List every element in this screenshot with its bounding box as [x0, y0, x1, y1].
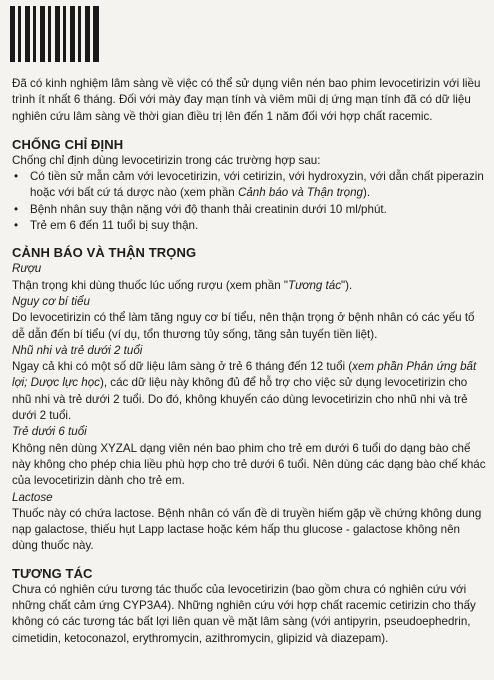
alcohol-subheading: Rượu [12, 262, 42, 276]
intro-paragraph: Đã có kinh nghiệm lâm sàng về việc có thể sử dụng viên nén bao phim levocetirizin với liều trình ít nhất 6 tháng. Đối với mày đay mạn tính và viêm mũi dị ứng mạn tính đã có dữ liệu nghiên cứu lâm sàng về thời gian điều trị lên đến 1 năm đối với hợp chất racemic. [12, 77, 481, 123]
list-item-emphasis: Cảnh báo và Thận trọng [237, 186, 364, 200]
contraindications-lead: Chống chỉ định dùng levocetirizin trong các trường hợp sau: [12, 153, 321, 167]
alcohol-paragraph [12, 278, 486, 294]
infant-text: Ngay cả khi có một số dữ liệu lâm sàng ở trẻ 6 tháng đến 12 tuổi ( [12, 360, 353, 374]
alcohol-emphasis: Tương tác [288, 278, 342, 292]
alcohol-text: "). [341, 278, 353, 292]
urinary-paragraph: Do levocetirizin có thể làm tăng nguy cơ bí tiểu, nên thận trọng ở bệnh nhân có các yếu tố dễ dẫn đến bí tiểu (ví dụ, tổn thương tủy sống, tăng sản tuyến tiền liệt). [12, 311, 475, 341]
infant-paragraph [12, 359, 486, 424]
list-item [26, 169, 486, 202]
list-item-text: ). [363, 186, 371, 200]
warnings-heading: CẢNH BÁO VÀ THẬN TRỌNG [12, 245, 197, 261]
barcode [10, 6, 102, 62]
interactions-heading: TƯƠNG TÁC [12, 565, 93, 581]
infant-text: ), các dữ liệu này không đủ để hỗ trợ cho việc sử dụng levocetirizin cho nhũ nhi và trẻ dưới 2 tuổi. Do đó, không khuyến cáo dùng levocetirizin cho nhũ nhi và trẻ dưới 2 tuổi. [12, 376, 468, 423]
leaflet-page [12, 76, 486, 657]
list-item-text: Trẻ em 6 đến 11 tuổi bị suy thận. [30, 219, 199, 233]
child6-subheading: Trẻ dưới 6 tuổi [12, 425, 87, 439]
interactions-paragraph: Chưa có nghiên cứu tương tác thuốc của levocetirizin (bao gồm chưa có nghiên cứu với những chất cảm ứng CYP3A4). Những nghiên cứu với hợp chất racemic cetirizin cho thấy không có các tương tác bất lợi liên quan về mặt lâm sàng (với antipyrin, pseudoephedrin, cimetidin, ketoconazol, erythromycin, azithromycin, glipizid và diazepam). [12, 582, 476, 645]
warnings-section [12, 244, 486, 554]
lactose-paragraph: Thuốc này có chứa lactose. Bệnh nhân có vấn đề di truyền hiếm gặp về chứng không dung nạp galactose, thiếu hụt Lapp lactase hoặc kém hấp thu glucose - galactose không nên dùng thuốc này. [12, 506, 482, 553]
list-item-text: Bệnh nhân suy thận nặng với độ thanh thải creatinin dưới 10 ml/phút. [30, 202, 387, 216]
list-item [26, 218, 486, 234]
child6-paragraph: Không nên dùng XYZAL dạng viên nén bao phim cho trẻ em dưới 6 tuổi do dạng bào chế này không cho phép chia liều phù hợp cho trẻ dưới 6 tuổi. Nên dùng các dạng bào chế khác của levocetirizin dành cho trẻ em. [12, 441, 486, 488]
contraindications-heading: CHỐNG CHỈ ĐỊNH [12, 136, 124, 152]
list-item-text: Có tiền sử mẫn cảm với levocetirizin, với cetirizin, với hydroxyzin, với dẫn chất piperazin hoặc với bất cứ tá dược nào (xem phần [30, 170, 484, 200]
alcohol-text: Thận trọng khi dùng thuốc lúc uống rượu (xem phần " [12, 278, 288, 292]
contraindications-section [12, 136, 486, 234]
infant-emphasis: xem phần Phản ứng bất lợi; Dược lực học [12, 360, 477, 390]
infant-subheading: Nhũ nhi và trẻ dưới 2 tuổi [12, 343, 143, 357]
contraindications-list [12, 169, 486, 234]
urinary-subheading: Nguy cơ bí tiểu [12, 294, 90, 308]
list-item [26, 202, 486, 218]
interactions-section [12, 565, 486, 647]
lactose-subheading: Lactose [12, 490, 53, 504]
